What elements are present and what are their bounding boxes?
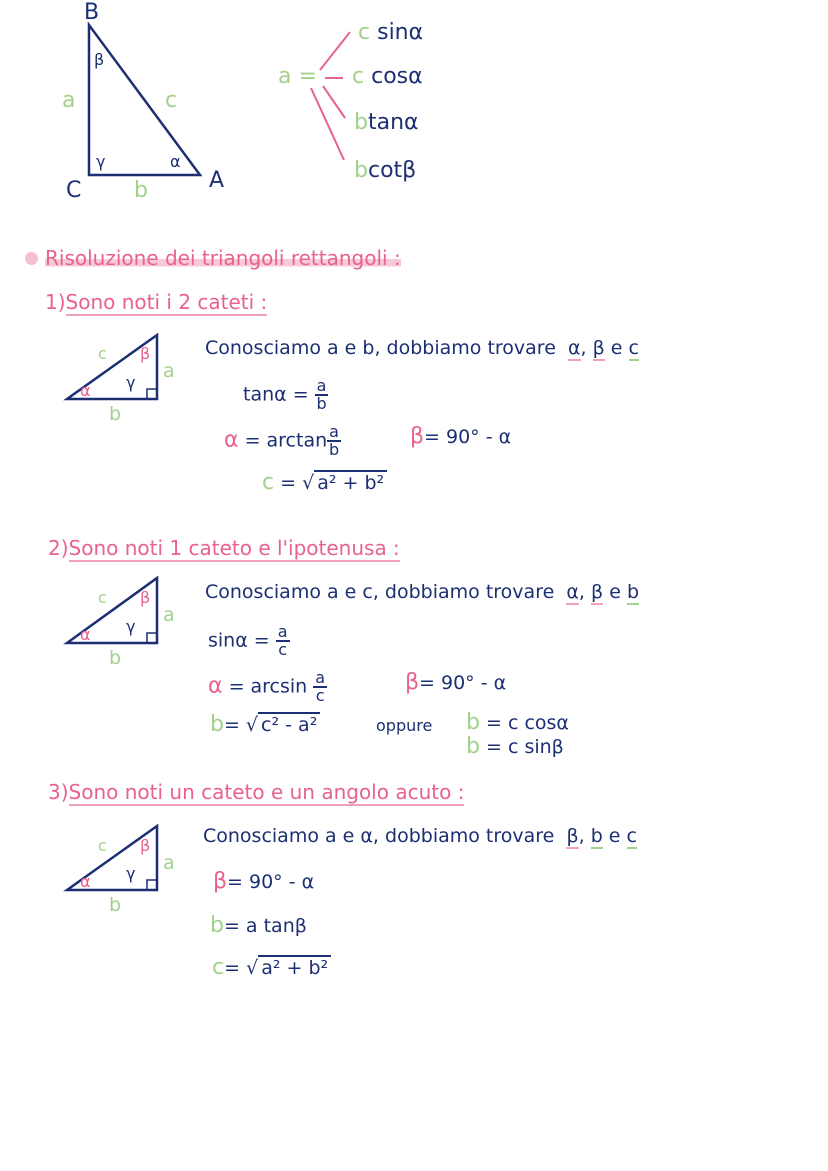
section-2-known: Conosciamo a e c, dobbiamo trovare α, β e b bbox=[205, 581, 639, 603]
tri3-gamma: γ bbox=[126, 864, 136, 883]
formula-beta-2: β= 90° - α bbox=[405, 670, 507, 695]
angle-alpha: α bbox=[170, 152, 181, 171]
main-triangle bbox=[89, 25, 200, 175]
vertex-c: C bbox=[66, 178, 82, 203]
formula-c-3: c= √ a² + b² bbox=[212, 955, 331, 980]
page-title: Risoluzione dei triangoli rettangoli : bbox=[45, 246, 401, 270]
branch-lines bbox=[311, 32, 350, 160]
formula-b-sqrt: b= √ c² - a² bbox=[210, 712, 320, 737]
a-equals: a = bbox=[278, 64, 317, 89]
branch-4: bcotβ bbox=[354, 158, 417, 183]
formula-tan: tanα = $\frac{a}{b}$ bbox=[243, 376, 327, 413]
side-a: a bbox=[62, 88, 76, 113]
formula-b-sin: b = c sinβ bbox=[466, 734, 564, 759]
tri1-alpha: α bbox=[80, 381, 91, 400]
tri3-b: b bbox=[109, 894, 122, 916]
tri2-b: b bbox=[109, 647, 122, 669]
tri2-a: a bbox=[163, 604, 175, 626]
angle-gamma: γ bbox=[96, 152, 106, 171]
tri1-gamma: γ bbox=[126, 373, 136, 392]
angle-beta: β bbox=[94, 50, 105, 69]
tri1-a: a bbox=[163, 360, 175, 382]
formula-c: c = √ a² + b² bbox=[262, 470, 387, 495]
tri2-alpha: α bbox=[80, 625, 91, 644]
formula-sin: sinα = $\frac{a}{c}$ bbox=[208, 622, 288, 659]
tri2-beta: β bbox=[140, 588, 151, 607]
formula-beta-3: β= 90° - α bbox=[213, 869, 315, 894]
formula-arctan: α = arctan $\frac{a}{b}$ bbox=[224, 422, 340, 459]
tri1-beta: β bbox=[140, 344, 151, 363]
side-c: c bbox=[165, 88, 178, 113]
tri3-c: c bbox=[98, 836, 107, 855]
branch-2: c cosα bbox=[352, 64, 423, 89]
section-2-heading: 2)Sono noti 1 cateto e l'ipotenusa : bbox=[48, 536, 400, 560]
section-1-known: Conosciamo a e b, dobbiamo trovare α, β e c bbox=[205, 337, 639, 359]
formula-beta: β= 90° - α bbox=[410, 424, 512, 449]
formula-b-tan: b= a tanβ bbox=[210, 913, 307, 938]
vertex-b: B bbox=[84, 0, 100, 25]
section-3-known: Conosciamo a e α, dobbiamo trovare β, b e c bbox=[203, 825, 637, 847]
branch-3: btanα bbox=[354, 110, 419, 135]
tri1-c: c bbox=[98, 344, 107, 363]
tri3-a: a bbox=[163, 852, 175, 874]
tri2-c: c bbox=[98, 588, 107, 607]
vertex-a: A bbox=[209, 168, 225, 193]
formula-arcsin: α = arcsin $\frac{a}{c}$ bbox=[208, 668, 326, 705]
oppure-label: oppure bbox=[376, 716, 433, 735]
tri3-alpha: α bbox=[80, 872, 91, 891]
branch-1: c sinα bbox=[358, 20, 424, 45]
formula-b-cos: b = c cosα bbox=[466, 710, 569, 735]
side-b: b bbox=[134, 178, 148, 203]
section-1-heading: 1)Sono noti i 2 cateti : bbox=[45, 290, 268, 314]
tri3-beta: β bbox=[140, 836, 151, 855]
tri2-gamma: γ bbox=[126, 617, 136, 636]
tri1-b: b bbox=[109, 403, 122, 425]
bullet-icon bbox=[25, 252, 38, 265]
section-3-heading: 3)Sono noti un cateto e un angolo acuto : bbox=[48, 780, 465, 804]
